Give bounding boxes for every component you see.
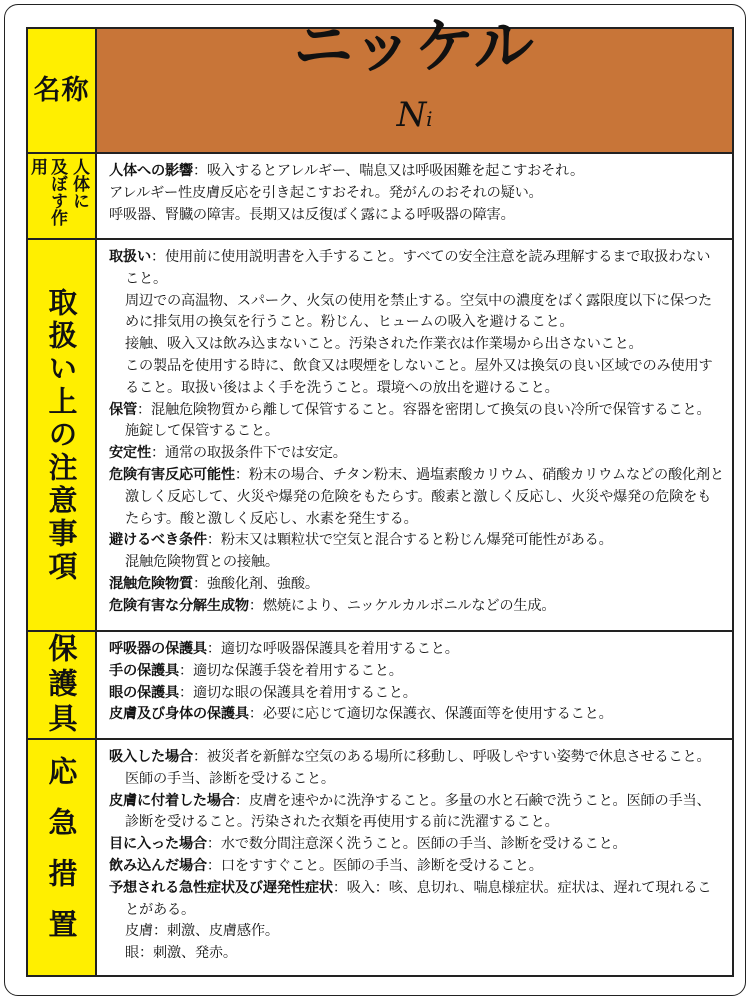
handling-paragraph: [109, 574, 724, 596]
protective-item-text: ：適切な呼吸器保護具を着用すること。: [206, 641, 459, 657]
handling-paragraph-text: ：強酸化剤、強酸。: [192, 575, 319, 592]
health-label-cell: [28, 154, 97, 238]
handling-content: [97, 240, 732, 630]
emergency-item-key: 目に入った場合: [109, 836, 207, 853]
health-line-text: 呼吸器、腎臓の障害。長期又は反復ばく露による呼吸器の障害。: [109, 206, 515, 223]
health-row: [28, 154, 732, 240]
chemical-symbol-sub: i: [426, 107, 433, 131]
protective-item-key: 呼吸器の保護具: [109, 641, 207, 657]
emergency-item-key: 予想される急性症状及び遅発性症状: [109, 879, 333, 896]
health-line-text: アレルギー性皮膚反応を引き起こすおそれ。発がんのおそれの疑い。: [109, 184, 543, 201]
handling-paragraph: [109, 400, 724, 444]
health-line-key: 人体への影響: [109, 163, 193, 179]
handling-paragraph-key: 安定性: [109, 445, 151, 462]
protective-label-cell: [28, 632, 97, 738]
handling-label: 取扱い上の注意事項: [44, 286, 79, 584]
handling-paragraph: [109, 443, 724, 465]
emergency-item: [109, 943, 724, 965]
emergency-item: [109, 834, 724, 856]
name-row: [28, 12, 732, 154]
name-label: 名称: [33, 74, 90, 106]
emergency-item-text: 皮膚：刺激、皮膚感作。: [125, 923, 279, 940]
protective-item: [109, 683, 724, 705]
handling-paragraph-key: 混触危険物質: [109, 575, 193, 592]
emergency-item: [109, 921, 724, 943]
handling-paragraph: [109, 465, 724, 530]
health-line-text: ：吸入するとアレルギー、喘息又は呼吸困難を起こすおそれ。: [192, 163, 584, 179]
health-line: [109, 161, 724, 183]
emergency-item-text: 眼：刺激、発赤。: [125, 945, 237, 962]
handling-paragraph-text: ：粉末の場合、チタン粉末、過塩素酸カリウム、硝酸カリウムなどの酸化剤と激しく反応して、火災や爆発の危険をもたらす。酸素と激しく反応し、火災や爆発の危険をもたらす。酸と激しく反応し、水素を発生する。: [125, 466, 724, 527]
handling-paragraph-text: ：粉末又は顆粒状で空気と混合すると粉じん爆発可能性がある。: [206, 532, 613, 549]
health-label-col1: 人体に: [69, 158, 89, 209]
emergency-item-text: ：皮膚を速やかに洗浄すること。多量の水と石鹸で洗うこと。医師の手当、診断を受けること。汚染された衣類を再使用する前に洗濯すること。: [125, 792, 711, 831]
handling-paragraph-text: ：通常の取扱条件下では安定。: [150, 445, 347, 462]
protective-content: [97, 632, 732, 738]
handling-paragraph-text: この製品を使用する時に、飲食又は喫煙をしないこと。屋外又は換気の良い区域でのみ使用すること。取扱い後はよく手を洗うこと。環境への放出を避けること。: [125, 357, 713, 396]
health-label-col2: 及ぼす作用: [27, 158, 67, 226]
sds-table: [26, 12, 734, 977]
chemical-symbol: [97, 95, 732, 135]
handling-paragraph-key: 取扱い: [109, 249, 151, 265]
protective-item: [109, 704, 724, 726]
chemical-symbol-main: N: [396, 95, 427, 135]
emergency-item-key: 皮膚に付着した場合: [109, 792, 235, 809]
protective-item: [109, 661, 724, 683]
protective-label: 保護具: [44, 632, 79, 738]
emergency-item-key: 吸入した場合: [109, 749, 193, 765]
handling-paragraph-text: 混触危険物質との接触。: [125, 554, 279, 571]
emergency-label: 応急措置: [44, 755, 79, 960]
handling-paragraph-text: 周辺での高温物、スパーク、火気の使用を禁止する。空気中の濃度をばく露限度以下に保つために排気用の換気を行うこと。粉じん、ヒュームの吸入を避けること。: [125, 292, 712, 331]
emergency-item: [109, 878, 724, 922]
handling-paragraph-key: 保管: [109, 401, 137, 418]
protective-item-key: 眼の保護具: [109, 684, 179, 701]
substance-title: ニッケル: [293, 12, 536, 82]
protective-item-text: ：必要に応じて適切な保護衣、保護面等を使用すること。: [248, 706, 613, 723]
handling-paragraph-key: 危険有害な分解生成物: [109, 597, 249, 614]
emergency-item-text: ：水で数分間注意深く洗うこと。医師の手当、診断を受けること。: [206, 836, 627, 853]
handling-paragraph: [109, 291, 724, 335]
emergency-label-cell: [28, 740, 97, 975]
protective-item-text: ：適切な眼の保護具を着用すること。: [178, 684, 417, 701]
protective-item-text: ：適切な保護手袋を着用すること。: [178, 662, 403, 679]
name-cell: [97, 12, 732, 152]
health-content: [97, 154, 732, 238]
emergency-row: [28, 740, 732, 975]
protective-item: [109, 639, 724, 661]
emergency-item-text: ：口をすすぐこと。医師の手当、診断を受けること。: [206, 857, 543, 874]
health-line: [109, 205, 724, 227]
emergency-item-key: 飲み込んだ場合: [109, 857, 207, 874]
protective-row: [28, 632, 732, 740]
handling-paragraph: [109, 247, 724, 291]
handling-paragraph-text: ：使用前に使用説明書を入手すること。すべての安全注意を読み理解するまで取扱わないこと。: [125, 249, 711, 287]
protective-item-key: 皮膚及び身体の保護具: [109, 706, 249, 723]
sign-plate: [4, 4, 746, 996]
handling-paragraph: [109, 356, 724, 400]
handling-paragraph-key: 危険有害反応可能性: [109, 466, 235, 483]
name-label-cell: [28, 29, 97, 152]
emergency-item-text: ：吸入：咳、息切れ、喘息様症状。症状は、遅れて現れることがある。: [125, 879, 712, 918]
handling-row: [28, 240, 732, 632]
handling-paragraph: [109, 334, 724, 356]
emergency-content: [97, 740, 732, 975]
emergency-item: [109, 747, 724, 791]
emergency-item: [109, 856, 724, 878]
protective-item-key: 手の保護具: [109, 662, 179, 679]
health-line: [109, 183, 724, 205]
handling-paragraph-text: ：混触危険物質から離して保管すること。容器を密閉して換気の良い冷所で保管すること。施錠して保管すること。: [125, 401, 711, 440]
handling-paragraph-text: ：燃焼により、ニッケルカルボニルなどの生成。: [248, 597, 556, 614]
handling-paragraph: [109, 552, 724, 574]
handling-paragraph: [109, 530, 724, 552]
handling-paragraph: [109, 596, 724, 618]
handling-label-cell: [28, 240, 97, 630]
handling-paragraph-text: 接触、吸入又は飲み込まないこと。汚染された作業衣は作業場から出さないこと。: [125, 336, 643, 353]
emergency-item-text: ：被災者を新鮮な空気のある場所に移動し、呼吸しやすい姿勢で休息させること。医師の手当、診断を受けること。: [125, 749, 711, 787]
emergency-item: [109, 791, 724, 835]
handling-paragraph-key: 避けるべき条件: [109, 532, 207, 549]
